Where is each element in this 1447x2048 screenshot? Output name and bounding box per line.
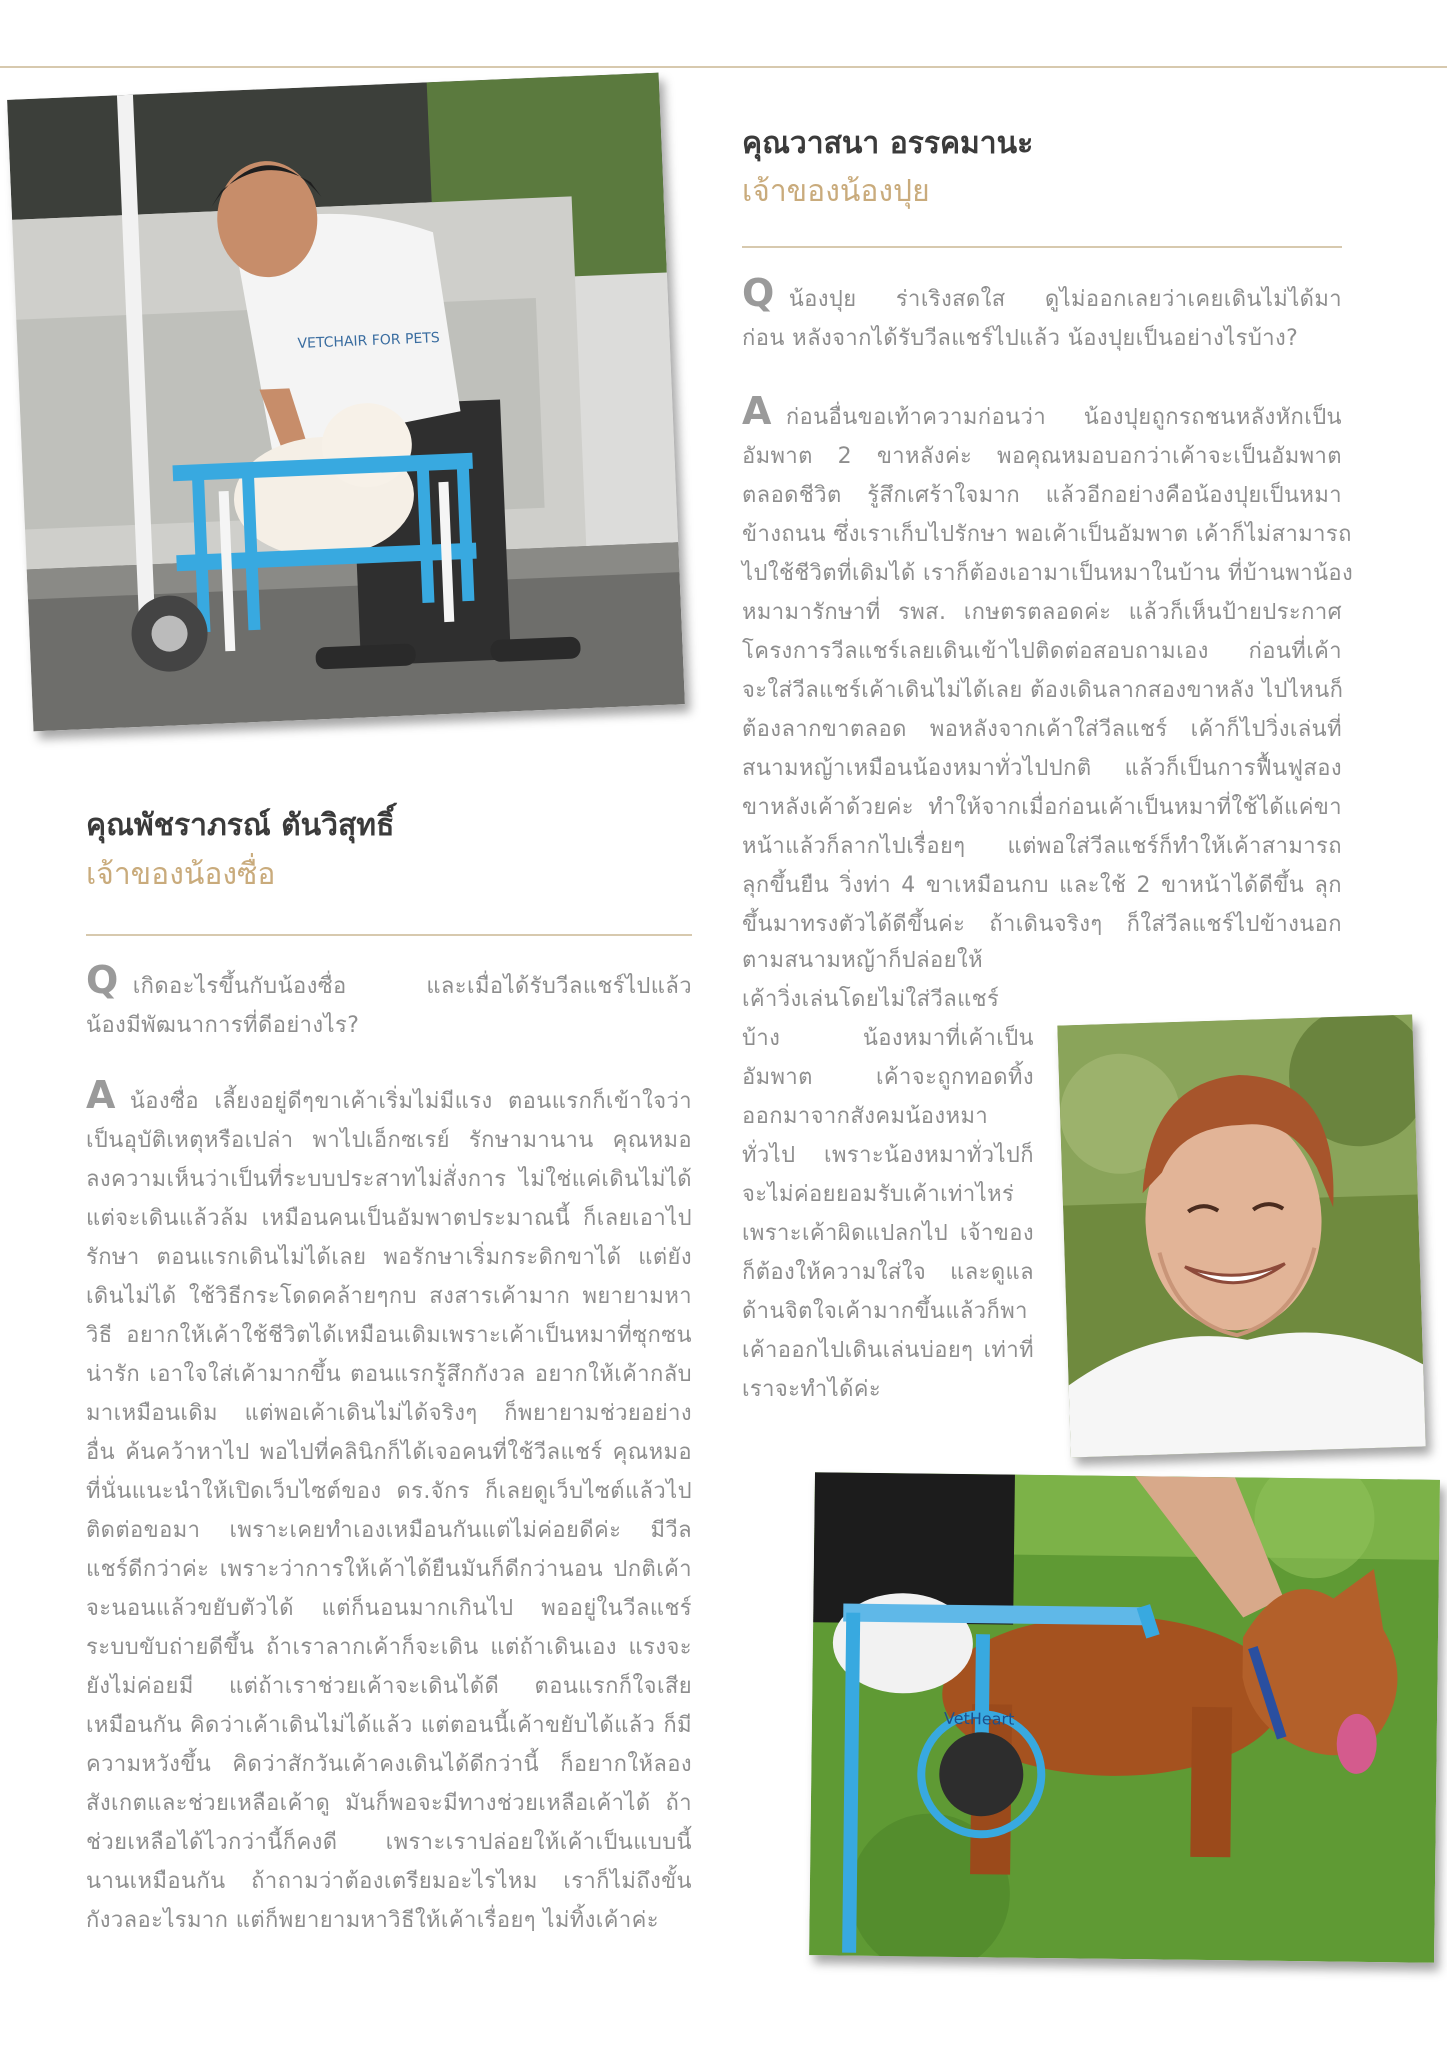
photo-smiling-woman-portrait xyxy=(1057,1015,1425,1458)
answer-mark: A xyxy=(86,1073,116,1117)
right-answer-line: ทั่วไป เพราะน้องหมาทั่วไปก็ xyxy=(742,1143,1034,1168)
right-question-block xyxy=(742,271,1342,358)
right-answer-line: Aก่อนอื่นขอเท้าความก่อนว่า น้องปุยถูกรถชนหลังหักเป็น xyxy=(742,389,1342,433)
right-answer-narrow-block xyxy=(742,941,1034,1409)
left-answer-line: ช่วยเหลือได้ไวกว่านี้ก็คงดี เพราะเราปล่อยให้เค้าเป็นแบบนี้ xyxy=(86,1830,692,1855)
left-answer-line: ที่นั่นแนะนำให้เปิดเว็บไซต์ของ ดร.จักร ก็เลยดูเว็บไซต์แล้วไป xyxy=(86,1479,692,1504)
right-answer-line: จะไม่ค่อยยอมรับเค้าเท่าไหร่ xyxy=(742,1182,1015,1207)
right-owner-name: คุณวาสนา อรรคมานะ xyxy=(742,126,1034,161)
right-answer-line: อัมพาต 2 ขาหลังค่ะ พอคุณหมอบอกว่าเค้าจะเป็นอัมพาต xyxy=(742,444,1342,469)
left-answer-line: ลงความเห็นว่าเป็นที่ระบบประสาทไม่สั่งการ ไม่ใช่แค่เดินไม่ได้ xyxy=(86,1167,692,1192)
right-answer-line: ต้องลากขาตลอด พอหลังจากเค้าใส่วีลแชร์ เค้าก็ไปวิ่งเล่นที่ xyxy=(742,717,1342,742)
left-question-line: Qเกิดอะไรขึ้นกับน้องซื่อ และเมื่อได้รับวีลแชร์ไปแล้ว xyxy=(86,958,692,1002)
left-answer-line: เป็นอุบัติเหตุหรือเปล่า พาไปเอ็กซเรย์ รักษามานาน คุณหมอ xyxy=(86,1128,692,1153)
right-answer-line: ก็ต้องให้ความใส่ใจ และดูแล xyxy=(742,1260,1034,1285)
left-answer-line: เดินไม่ได้ ใช้วิธีกระโดดคล้ายๆกบ สงสารเค้ามาก พยายามหา xyxy=(86,1284,692,1309)
left-question-line: น้องมีพัฒนาการที่ดีอย่างไร? xyxy=(86,1013,360,1038)
right-answer-line: ตามสนามหญ้าก็ปล่อยให้ xyxy=(742,948,983,973)
right-answer-line: เค้าวิ่งเล่นโดยไม่ใส่วีลแชร์ xyxy=(742,987,1000,1012)
right-question-line: Qน้องปุย ร่าเริงสดใส ดูไม่ออกเลยว่าเคยเดินไม่ได้มา xyxy=(742,271,1342,315)
left-answer-line: นานเหมือนกัน ถ้าถามว่าต้องเตรียมอะไรไหม เราก็ไม่ถึงขั้น xyxy=(86,1869,692,1894)
right-answer-line: โครงการวีลแชร์เลยเดินเข้าไปติดต่อสอบถามเอง ก่อนที่เค้า xyxy=(742,639,1342,664)
left-owner-of: เจ้าของน้องซื่อ xyxy=(86,857,276,892)
left-answer-line: ยังไม่ค่อยมี แต่ถ้าเราช่วยเค้าจะเดินได้ดี ตอนแรกก็ใจเสีย xyxy=(86,1674,692,1699)
left-answer-line: ติดต่อขอมา เพราะเคยทำเองเหมือนกันแต่ไม่ค่อยดีค่ะ มีวีล xyxy=(86,1518,692,1543)
wheel-text: VetHeart xyxy=(943,1708,1015,1729)
right-answer-line: ข้างถนน ซึ่งเราเก็บไปรักษา พอเค้าเป็นอัมพาต เค้าก็ไม่สามารถ xyxy=(742,522,1352,547)
top-divider xyxy=(0,66,1447,68)
left-answer-line: จะนอนแล้วขยับตัวได้ แต่ก็นอนมากเกินไป พออยู่ในวีลแชร์ xyxy=(86,1596,692,1621)
right-answer-block xyxy=(742,389,1354,944)
right-heading-rule xyxy=(742,246,1342,248)
left-question-block xyxy=(86,958,692,1045)
left-answer-line: ความหวังขึ้น คิดว่าสักวันเค้าคงเดินได้ดีกว่านี้ ก็อยากให้ลอง xyxy=(86,1752,692,1777)
left-answer-line: น่ารัก เอาใจใส่เค้ามากขึ้น ตอนแรกรู้สึกกังวล อยากให้เค้ากลับ xyxy=(86,1362,692,1387)
question-mark: Q xyxy=(86,958,119,1002)
right-owner-of: เจ้าของน้องปุย xyxy=(742,174,930,209)
photo-dog-illustration xyxy=(809,1472,1440,1963)
right-answer-line: ตลอดชีวิต รู้สึกเศร้าใจมาก แล้วอีกอย่างคือน้องปุยเป็นหมา xyxy=(742,483,1342,508)
left-heading-rule xyxy=(86,934,692,936)
left-answer-line: แชร์ดีกว่าค่ะ เพราะว่าการให้เค้าได้ยืนมันก็ดีกว่านอน ปกติเค้า xyxy=(86,1557,692,1582)
right-answer-line: ลุกขึ้นยืน วิ่งท่า 4 ขาเหมือนกบ และใช้ 2 ขาหน้าได้ดีขึ้น ลุก xyxy=(742,873,1342,898)
left-answer-line: กังวลอะไรมาก แต่ก็พยายามหาวิธีให้เค้าเรื่อยๆ ไม่ทิ้งเค้าค่ะ xyxy=(86,1908,659,1933)
right-answer-line: บ้าง น้องหมาที่เค้าเป็น xyxy=(742,1026,1034,1051)
right-answer-line: ขึ้นมาทรงตัวได้ดีขึ้นค่ะ ถ้าเดินจริงๆ ก็ใส่วีลแชร์ไปข้างนอก xyxy=(742,912,1342,937)
photo-dog-in-wheelchair xyxy=(809,1472,1440,1963)
answer-mark: A xyxy=(742,389,772,433)
right-answer-line: เราจะทำได้ค่ะ xyxy=(742,1377,882,1402)
left-answer-line: สังเกตและช่วยเหลือเค้าดู มันก็พอจะมีทางช่วยเหลือเค้าได้ ถ้า xyxy=(86,1791,692,1816)
left-answer-line: รักษา ตอนแรกเดินไม่ได้เลย พอรักษาเริ่มกระดิกขาได้ แต่ยัง xyxy=(86,1245,692,1270)
right-answer-line: ออกมาจากสังคมน้องหมา xyxy=(742,1104,989,1129)
shirt-text: VETCHAIR FOR PETS xyxy=(297,330,441,352)
photo-woman-illustration xyxy=(7,73,685,732)
left-answer-block xyxy=(86,1073,692,1940)
right-answer-line: หมามารักษาที่ รพส. เกษตรตลอดค่ะ แล้วก็เห็นป้ายประกาศ xyxy=(742,600,1342,625)
left-answer-line: ระบบขับถ่ายดีขึ้น ถ้าเราลากเค้าก็จะเดิน แต่ถ้าเดินเอง แรงจะ xyxy=(86,1635,692,1660)
left-answer-line: วิธี อยากให้เค้าใช้ชีวิตได้เหมือนเดิมเพราะเค้าเป็นหมาที่ซุกซน xyxy=(86,1323,692,1348)
left-answer-line: แต่จะเดินแล้วล้ม เหมือนคนเป็นอัมพาตประมาณนี้ ก็เลยเอาไป xyxy=(86,1206,692,1231)
right-answer-line: หน้าแล้วก็ลากไปเรื่อยๆ แต่พอใส่วีลแชร์ก็ทำให้เค้าสามารถ xyxy=(742,834,1342,859)
right-answer-line: ขาหลังเค้าด้วยค่ะ ทำให้จากเมื่อก่อนเค้าเป็นหมาที่ใช้ได้แค่ขา xyxy=(742,795,1342,820)
question-mark: Q xyxy=(742,271,775,315)
left-answer-line: อื่น ค้นคว้าหาไป พอไปที่คลินิกก็ได้เจอคนที่ใช้วีลแชร์ คุณหมอ xyxy=(86,1440,692,1465)
right-answer-line: เค้าออกไปเดินเล่นบ่อยๆ เท่าที่ xyxy=(742,1338,1034,1363)
right-answer-line: อัมพาต เค้าจะถูกทอดทิ้ง xyxy=(742,1065,1034,1090)
left-answer-line: เหมือนกัน คิดว่าเค้าเดินไม่ได้แล้ว แต่ตอนนี้เค้าขยับได้แล้ว ก็มี xyxy=(86,1713,692,1738)
photo-woman-with-poodle xyxy=(7,73,685,732)
right-answer-line: จะใส่วีลแชร์เค้าเดินไม่ได้เลย ต้องเดินลากสองขาหลัง ไปไหนก็ xyxy=(742,678,1344,703)
photo-portrait-illustration xyxy=(1057,1015,1425,1458)
right-answer-line: ด้านจิตใจเค้ามากขึ้นแล้วก็พา xyxy=(742,1299,1028,1324)
right-question-line: ก่อน หลังจากได้รับวีลแชร์ไปแล้ว น้องปุยเป็นอย่างไรบ้าง? xyxy=(742,326,1299,351)
left-answer-line: มาเหมือนเดิม แต่พอเค้าเดินไม่ได้จริงๆ ก็พยายามช่วยอย่าง xyxy=(86,1401,692,1426)
right-answer-line: ไปใช้ชีวิตที่เดิมได้ เราก็ต้องเอามาเป็นหมาในบ้าน ที่บ้านพาน้อง xyxy=(742,561,1354,586)
left-answer-line: Aน้องซื่อ เลี้ยงอยู่ดีๆขาเค้าเริ่มไม่มีแรง ตอนแรกก็เข้าใจว่า xyxy=(86,1073,692,1117)
left-owner-name: คุณพัชราภรณ์ ตันวิสุทธิ์ xyxy=(86,808,395,843)
right-answer-line: สนามหญ้าเหมือนน้องหมาทั่วไปปกติ แล้วก็เป็นการฟื้นฟูสอง xyxy=(742,756,1342,781)
right-answer-line: เพราะเค้าผิดแปลกไป เจ้าของ xyxy=(742,1221,1034,1246)
